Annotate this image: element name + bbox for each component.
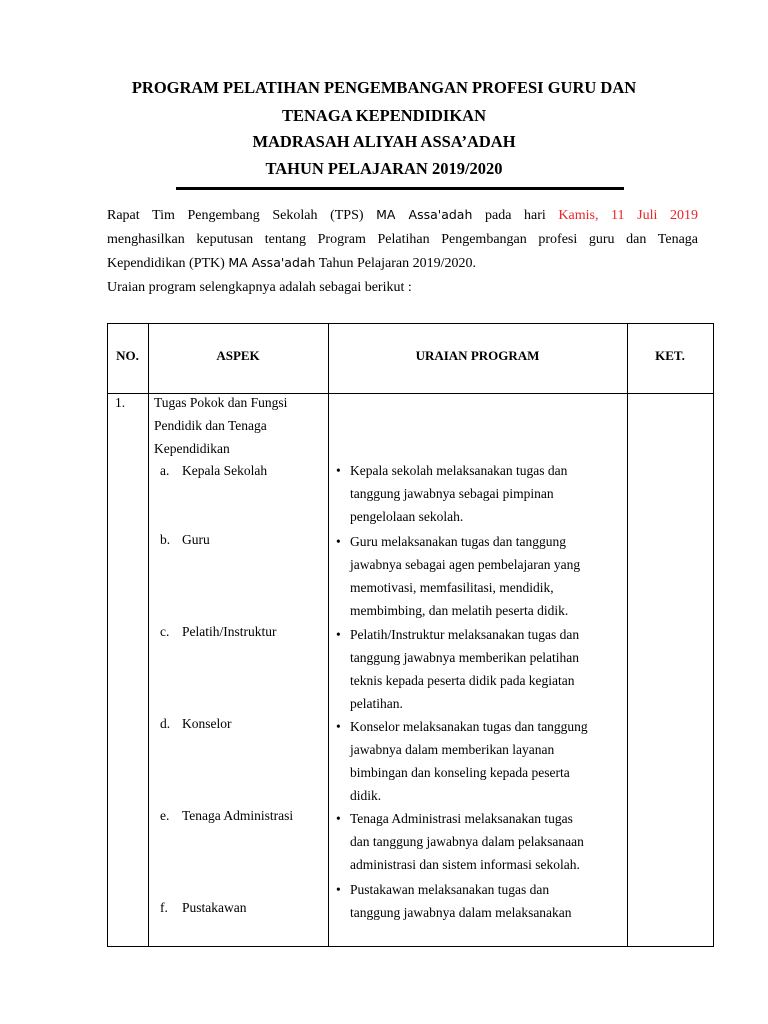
aspek-item-letter: f. <box>160 900 168 915</box>
uraian-line: Pustakawan melaksanakan tugas dan <box>350 882 550 897</box>
row-1-number: 1. <box>115 395 126 410</box>
document-title-line-4: TAHUN PELAJARAN 2019/2020 <box>265 159 503 178</box>
aspek-item-kepala-sekolah <box>160 459 267 482</box>
uraian-tenaga-administrasi <box>336 807 626 876</box>
aspek-item-letter: b. <box>160 532 171 547</box>
uraian-line: administrasi dan sistem informasi sekolah. <box>350 857 580 872</box>
intro-middle: pada hari <box>472 208 559 223</box>
title-underline <box>176 187 624 190</box>
bullet-icon: • <box>336 627 341 642</box>
uraian-line: didik. <box>350 788 382 803</box>
uraian-line: Guru melaksanakan tugas dan tanggung <box>350 534 566 549</box>
uraian-guru <box>336 530 626 622</box>
row-1-aspek-title <box>154 391 287 460</box>
uraian-line: Pelatih/Instruktur melaksanakan tugas dan <box>350 627 580 642</box>
document-title-line-1: PROGRAM PELATIHAN PENGEMBANGAN PROFESI GURU DAN <box>131 78 637 97</box>
school-name-2: MA Assa'adah <box>228 255 316 270</box>
uraian-pelatih <box>336 623 626 715</box>
intro-prefix: Rapat Tim Pengembang Sekolah (TPS) <box>107 208 377 223</box>
aspek-item-pustakawan <box>160 896 247 919</box>
uraian-line: jawabnya dalam memberikan layanan <box>350 742 555 757</box>
header-ket: KET. <box>655 348 685 363</box>
aspek-item-label: Konselor <box>182 716 232 731</box>
aspek-item-letter: a. <box>160 463 170 478</box>
aspek-title-line: Kependidikan <box>154 441 230 456</box>
intro-l3-suffix: Tahun Pelajaran 2019/2020. <box>315 256 476 271</box>
uraian-line: memotivasi, memfasilitasi, mendidik, <box>350 580 554 595</box>
uraian-line: dan tanggung jawabnya dalam pelaksanaan <box>350 834 584 849</box>
intro-line-3 <box>107 251 698 276</box>
bullet-icon: • <box>336 882 341 897</box>
aspek-title-line: Pendidik dan Tenaga <box>154 418 267 433</box>
aspek-item-label: Tenaga Administrasi <box>182 808 294 823</box>
aspek-item-label: Pelatih/Instruktur <box>182 624 277 639</box>
bullet-icon: • <box>336 463 341 478</box>
aspek-item-pelatih <box>160 620 277 643</box>
bullet-icon: • <box>336 811 341 826</box>
uraian-line: Konselor melaksanakan tugas dan tanggung <box>350 719 588 734</box>
bullet-icon: • <box>336 534 341 549</box>
aspek-item-label: Kepala Sekolah <box>182 463 268 478</box>
bullet-icon: • <box>336 719 341 734</box>
uraian-line: Tenaga Administrasi melaksanakan tugas <box>350 811 573 826</box>
aspek-item-label: Guru <box>182 532 210 547</box>
uraian-line: teknis kepada peserta didik pada kegiatan <box>350 673 575 688</box>
uraian-line: jawabnya sebagai agen pembelajaran yang <box>350 557 581 572</box>
uraian-line: Kepala sekolah melaksanakan tugas dan <box>350 463 568 478</box>
document-title-line-2: TENAGA KEPENDIDIKAN <box>282 106 486 125</box>
aspek-item-label: Pustakawan <box>182 900 247 915</box>
uraian-line: tanggung jawabnya dalam melaksanakan <box>350 905 572 920</box>
uraian-line: membimbing, dan melatih peserta didik. <box>350 603 569 618</box>
intro-line-2: menghasilkan keputusan tentang Program Pelatihan Pengembangan profesi guru dan Tenaga <box>107 231 698 247</box>
uraian-kepala-sekolah <box>336 459 626 528</box>
header-aspek: ASPEK <box>216 348 260 363</box>
intro-line-1 <box>107 203 698 228</box>
aspek-item-letter: e. <box>160 808 170 823</box>
table-right-border <box>713 323 714 946</box>
table-bottom-border <box>107 946 714 947</box>
school-name: MA Assa'adah <box>376 207 473 222</box>
header-uraian: URAIAN PROGRAM <box>415 348 540 363</box>
intro-paragraph <box>107 203 698 299</box>
aspek-item-konselor <box>160 712 232 735</box>
aspek-item-tenaga-administrasi <box>160 804 293 827</box>
header-no: NO. <box>116 348 139 363</box>
uraian-line: pelatihan. <box>350 696 403 711</box>
aspek-item-letter: c. <box>160 624 170 639</box>
table-col-divider-1 <box>148 323 149 946</box>
table-col-divider-2 <box>328 323 329 946</box>
uraian-line: pengelolaan sekolah. <box>350 509 464 524</box>
table-left-border <box>107 323 108 946</box>
uraian-pustakawan <box>336 878 626 924</box>
meeting-date: Kamis, 11 Juli 2019 <box>558 208 698 223</box>
uraian-line: tanggung jawabnya memberikan pelatihan <box>350 650 580 665</box>
intro-l3-prefix: Kependidikan (PTK) <box>107 256 229 271</box>
uraian-konselor <box>336 715 626 807</box>
aspek-item-guru <box>160 528 210 551</box>
document-title-line-3: MADRASAH ALIYAH ASSA’ADAH <box>252 132 516 151</box>
uraian-line: bimbingan dan konseling kepada peserta <box>350 765 570 780</box>
table-col-divider-3 <box>627 323 628 946</box>
aspek-title-line: Tugas Pokok dan Fungsi <box>154 395 288 410</box>
intro-line-4: Uraian program selengkapnya adalah sebagai berikut : <box>107 279 412 295</box>
table-top-border <box>107 323 714 324</box>
uraian-line: tanggung jawabnya sebagai pimpinan <box>350 486 554 501</box>
aspek-item-letter: d. <box>160 716 171 731</box>
